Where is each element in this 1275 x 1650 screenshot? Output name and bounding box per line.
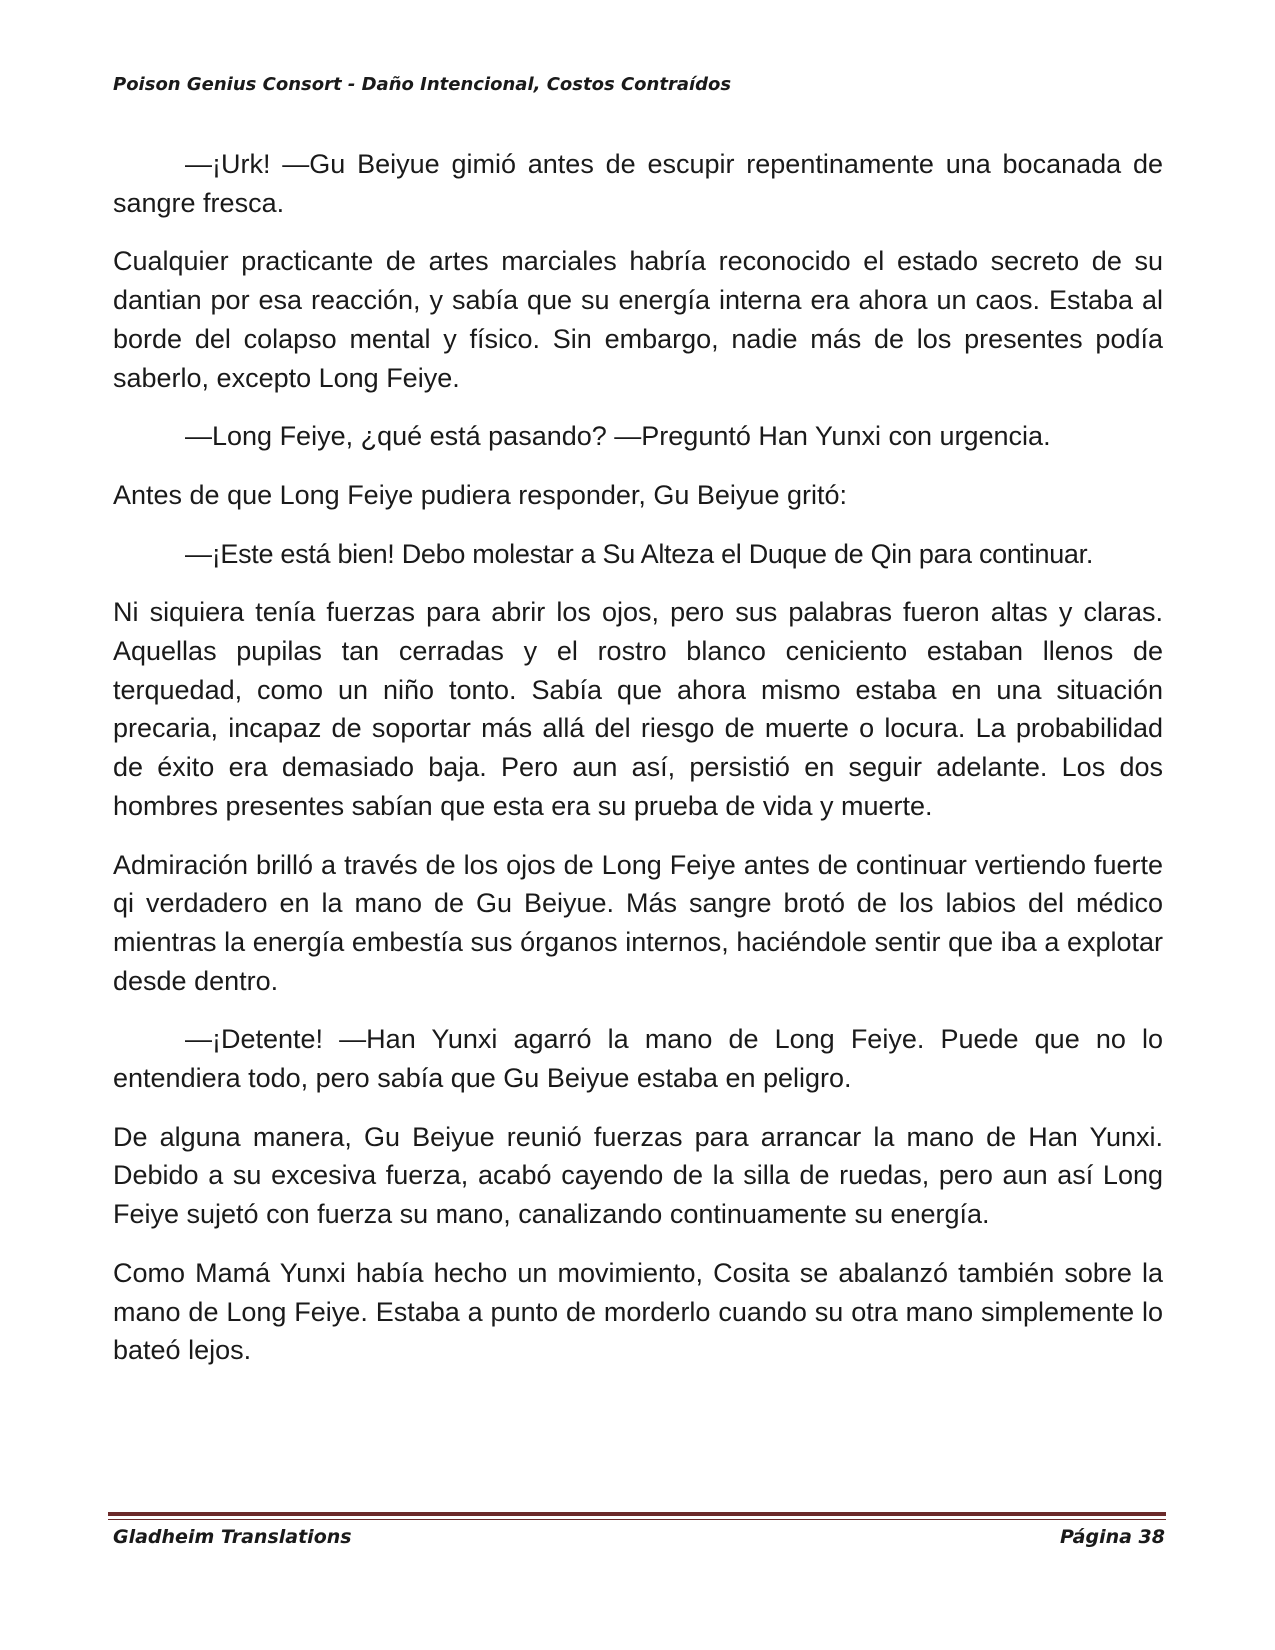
paragraph: —¡Detente! —Han Yunxi agarró la mano de Long Feiye. Puede que no lo entendiera todo, pero sabía que Gu Beiyue estaba en peligro. — [113, 1024, 1163, 1094]
paragraph: —¡Urk! —Gu Beiyue gimió antes de escupir repentinamente una bocanada de sangre fresca. — [113, 149, 1163, 218]
paragraph: Ni siquiera tenía fuerzas para abrir los ojos, pero sus palabras fueron altas y claras. Aquellas pupilas tan cerradas y el rostro blanco ceniciento estaban llenos de terquedad, como un niño tonto. Sabía que ahora mismo estaba en una situación precaria, incapaz de soportar más allá del riesgo de muerte o locura. La probabilidad de éxito era demasiado baja. Pero aun así, persistió en seguir adelante. Los dos hombres presentes sabían que esta era su prueba de vida y muerte. — [113, 597, 1163, 821]
paragraph: Antes de que Long Feiye pudiera responder, Gu Beiyue gritó: — [113, 479, 847, 510]
paragraph: —¡Este está bien! Debo molestar a Su Alteza el Duque de Qin para continuar. — [185, 538, 1094, 569]
footer-rule-thin — [108, 1519, 1166, 1520]
paragraph: Admiración brilló a través de los ojos de Long Feiye antes de continuar vertiendo fuerte qi verdadero en la mano de Gu Beiyue. Más sangre brotó de los labios del médico mientras la energía embestía sus órganos internos, haciéndole sentir que iba a explotar desde dentro. — [113, 849, 1163, 996]
page-number: Página 38 — [1059, 1526, 1165, 1548]
paragraph: Como Mamá Yunxi había hecho un movimiento, Cosita se abalanzó también sobre la mano de Long Feiye. Estaba a punto de morderlo cuando su otra mano simplemente lo bateó lejos. — [113, 1257, 1163, 1366]
paragraph: —Long Feiye, ¿qué está pasando? —Preguntó Han Yunxi con urgencia. — [185, 421, 1051, 452]
page-header: Poison Genius Consort - Daño Intencional, Costos Contraídos — [113, 74, 732, 95]
footer-publisher: Gladheim Translations — [113, 1526, 352, 1548]
footer-rule — [108, 1512, 1166, 1516]
paragraph: Cualquier practicante de artes marciales habría reconocido el estado secreto de su dantian por esa reacción, y sabía que su energía interna era ahora un caos. Estaba al borde del colapso mental y físico. Sin embargo, nadie más de los presentes podía saberlo, excepto Long Feiye. — [113, 246, 1163, 393]
paragraph: De alguna manera, Gu Beiyue reunió fuerzas para arrancar la mano de Han Yunxi. Debido a su excesiva fuerza, acabó cayendo de la silla de ruedas, pero aun así Long Feiye sujetó con fuerza su mano, canalizando continuamente su energía. — [113, 1121, 1163, 1230]
document-body — [113, 145, 1163, 1390]
